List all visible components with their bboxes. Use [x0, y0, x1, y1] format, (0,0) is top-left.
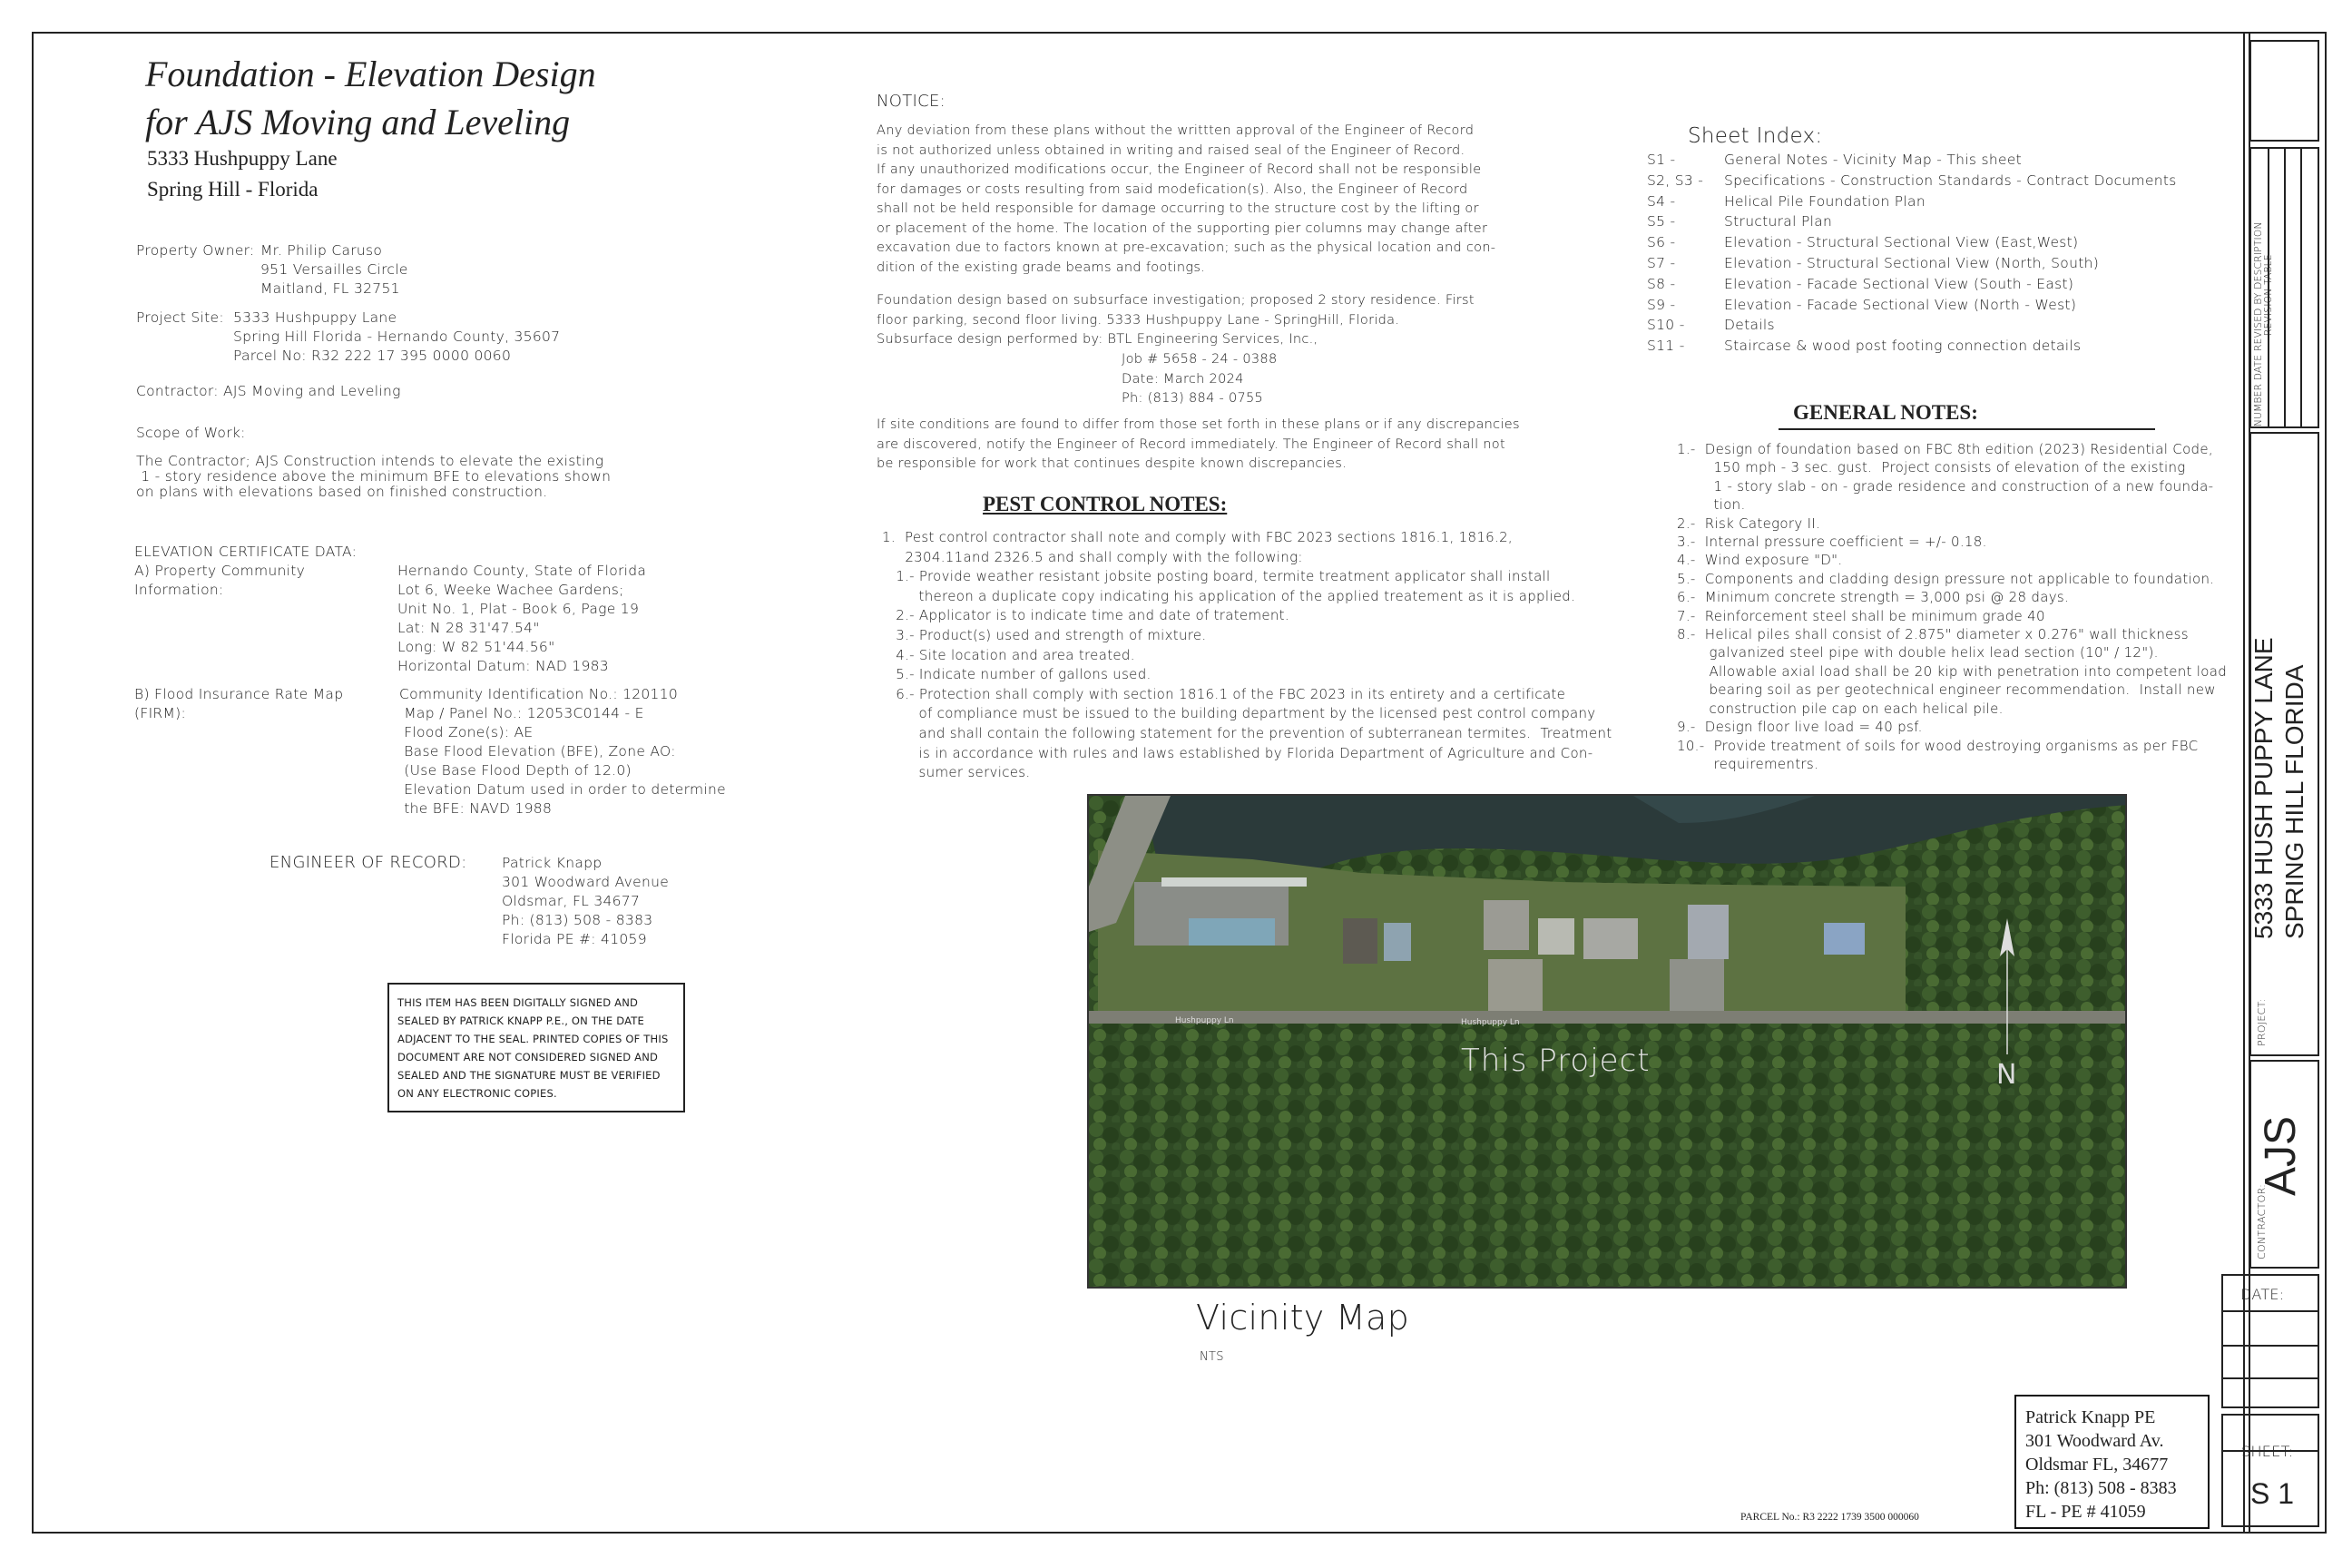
seal-line: SEALED AND THE SIGNATURE MUST BE VERIFIED	[397, 1069, 661, 1082]
sheet-code: S4 -	[1647, 192, 1676, 210]
seal-line: DOCUMENT ARE NOT CONSIDERED SIGNED AND	[397, 1051, 659, 1063]
ec-a-label: A) Property Community Information:	[134, 563, 306, 598]
engineer-line: Oldsmar, FL 34677	[502, 893, 641, 909]
road-label: Hushpuppy Ln	[1461, 1018, 1520, 1027]
sheet-code: S1 -	[1647, 152, 1676, 168]
general-notes-heading: GENERAL NOTES:	[1793, 401, 1978, 424]
general-line: 10.- Provide treatment of soils for wood destroying organisms as per FBC	[1677, 737, 2199, 754]
ec-b-line: Elevation Datum used in order to determine	[399, 781, 726, 798]
engineer-of-record	[502, 854, 669, 949]
general-line: construction pile cap on each helical pile.	[1677, 700, 2004, 717]
pest-line: 3.- Product(s) used and strength of mixture.	[882, 626, 1207, 643]
sheet-index-heading: Sheet Index:	[1688, 124, 1823, 148]
sheet-desc: Structural Plan	[1724, 213, 1833, 230]
general-line: 1.- Design of foundation based on FBC 8th edition (2023) Residential Code,	[1677, 441, 2213, 457]
site-line: 5333 Hushpuppy Lane	[233, 309, 397, 326]
scope-of-work	[136, 424, 611, 500]
stamp-line: Ph: (813) 508 - 8383	[2025, 1478, 2177, 1498]
logo-box	[2249, 40, 2319, 142]
notice-line: shall not be held responsible for damage occurring to the structure cost by the lifting or	[877, 201, 1479, 216]
ec-label: ELEVATION CERTIFICATE DATA:	[134, 544, 358, 560]
site-line: Spring Hill Florida - Hernando County, 35607	[233, 328, 561, 345]
design-line: Subsurface design performed by: BTL Engineering Services, Inc.,	[877, 332, 1318, 347]
address-line-2: Spring Hill - Florida	[147, 178, 318, 201]
elevation-certificate	[134, 543, 726, 818]
sheet-index-item	[1647, 274, 2177, 295]
general-line: 4.- Wind exposure "D".	[1677, 552, 1843, 569]
project-name	[2249, 637, 2310, 939]
general-line: 150 mph - 3 sec. gust. Project consists of elevation of the existing	[1677, 459, 2186, 476]
sheet-code: S6 -	[1647, 234, 1676, 251]
contractor-label-tb: CONTRACTOR:	[2256, 1183, 2268, 1259]
map-scale: NTS	[1200, 1350, 1224, 1364]
design-line: Foundation design based on subsurface investigation; proposed 2 story residence. First	[877, 293, 1475, 308]
project-site	[136, 309, 560, 366]
ec-a-line: Unit No. 1, Plat - Book 6, Page 19	[397, 601, 640, 617]
general-line: 8.- Helical piles shall consist of 2.875" diameter x 0.276" wall thickness	[1677, 626, 2189, 643]
general-line: galvanized steel pipe with double helix lead section (10" / 12").	[1677, 644, 2159, 662]
pest-line: 2.- Applicator is to indicate time and date of tratement.	[882, 607, 1289, 624]
sheet-code: S8 -	[1647, 275, 1676, 292]
general-line: 3.- Internal pressure coefficient = +/- 0.18.	[1677, 534, 1987, 551]
ec-b-line: (Use Base Flood Depth of 12.0)	[399, 762, 632, 779]
contractor-line: Contractor: AJS Moving and Leveling	[136, 383, 401, 399]
seal-line: ON ANY ELECTRONIC COPIES.	[397, 1087, 557, 1100]
sheet-desc: General Notes - Vicinity Map - This sheet	[1724, 152, 2023, 168]
pest-line: 2304.11and 2326.5 and shall comply with the following:	[882, 548, 1303, 565]
owner-line: Maitland, FL 32751	[260, 280, 400, 297]
scope-line: 1 - story residence above the minimum BFE to elevations shown	[136, 468, 612, 485]
ec-b-line: Map / Panel No.: 12053C0144 - E	[399, 705, 644, 721]
notice-line: excavation due to factors known at pre-excavation; such as the physical location and con-	[877, 240, 1496, 255]
stamp-line: Oldsmar FL, 34677	[2025, 1455, 2169, 1475]
north-arrow-icon	[1996, 918, 2018, 1058]
design-line: floor parking, second floor living. 5333 Hushpuppy Lane - SpringHill, Florida.	[877, 312, 1400, 328]
sheet-desc: Elevation - Structural Sectional View (North, South)	[1724, 254, 2100, 271]
engineer-stamp	[2014, 1395, 2210, 1529]
owner-line: Mr. Philip Caruso	[260, 242, 383, 259]
ec-a-line: Long: W 82 51'44.56"	[397, 639, 555, 655]
general-line: tion.	[1677, 496, 1746, 514]
job-line: Job # 5658 - 24 - 0388	[1122, 352, 1278, 367]
general-line: Allowable axial load shall be 20 kip with penetration into competent load	[1677, 662, 2228, 680]
stamp-line: Patrick Knapp PE	[2025, 1407, 2156, 1427]
pest-line: 1. Pest control contractor shall note and comply with FBC 2023 sections 1816.1, 1816.2,	[882, 529, 1514, 545]
title-line-2: for AJS Moving and Leveling	[145, 102, 571, 142]
pest-line: thereon a duplicate copy indicating his application of the applied treatement as it is applied.	[882, 587, 1576, 604]
pest-line: sumer services.	[882, 764, 1031, 781]
notice-label: NOTICE:	[877, 92, 946, 111]
seal-line: ADJACENT TO THE SEAL. PRINTED COPIES OF THIS	[397, 1033, 669, 1045]
pest-control-heading: PEST CONTROL NOTES:	[983, 493, 1228, 515]
ec-a-line: Lot 6, Weeke Wachee Gardens;	[397, 582, 624, 598]
project-line-1: 5333 HUSH PUPPY LANE	[2249, 637, 2278, 939]
revision-table-label: REVISION TABLE	[2263, 254, 2274, 336]
ec-b-line: Base Flood Elevation (BFE), Zone AO:	[399, 743, 676, 760]
general-notes-underline	[1779, 428, 2155, 430]
notice-line: dition of the existing grade beams and footings.	[877, 260, 1206, 275]
general-notes	[1677, 440, 2227, 773]
parcel-number: PARCEL No.: R3 2222 1739 3500 000060	[1740, 1512, 1919, 1523]
site-line: Parcel No: R32 222 17 395 0000 0060	[233, 348, 512, 364]
pest-line: is in accordance with rules and laws established by Florida Department of Agriculture and Con-	[882, 744, 1593, 761]
sheet-index-item	[1647, 295, 2177, 316]
sheet-index-item	[1647, 253, 2177, 274]
site-cond-line: If site conditions are found to differ from those set forth in these plans or if any discrepancies	[877, 417, 1520, 432]
sheet-code: S10 -	[1647, 317, 1685, 334]
sheet-index-item	[1647, 211, 2177, 232]
sheet-desc: Elevation - Facade Sectional View (South - East)	[1724, 275, 2074, 292]
notice-line: for damages or costs resulting from said modefication(s). Also, the Engineer of Record	[877, 181, 1468, 197]
general-line: 1 - story slab - on - grade residence and construction of a new founda-	[1677, 477, 2214, 495]
job-line: Date: March 2024	[1122, 371, 1244, 387]
notice-line: Any deviation from these plans without the writtten approval of the Engineer of Record	[877, 123, 1475, 138]
sheet-index-item	[1647, 191, 2177, 212]
ec-a-line: Lat: N 28 31'47.54"	[397, 620, 540, 636]
general-line: 6.- Minimum concrete strength = 3,000 psi @ 28 days.	[1677, 589, 2070, 606]
site-cond-line: are discovered, notify the Engineer of Record immediately. The Engineer of Record shall not	[877, 436, 1505, 452]
sheet-desc: Specifications - Construction Standards - Contract Documents	[1724, 172, 2177, 189]
owner-label: Property Owner:	[136, 242, 255, 259]
sheet-number: S 1	[2250, 1477, 2295, 1510]
pest-control-notes	[882, 528, 1612, 783]
site-label: Project Site:	[136, 309, 224, 326]
design-basis	[877, 291, 1475, 350]
engineer-label: ENGINEER OF RECORD:	[270, 853, 467, 872]
title-line-1: Foundation - Elevation Design	[145, 54, 596, 94]
project-line-2: SPRING HILL FLORIDA	[2280, 664, 2308, 939]
pest-line: 5.- Indicate number of gallons used.	[882, 666, 1152, 683]
sheet-index-item	[1647, 336, 2177, 357]
owner-line: 951 Versailles Circle	[260, 261, 408, 278]
notice-line: is not authorized unless obtained in writing and raised seal of the Engineer of Record.	[877, 142, 1465, 158]
sheet-code: S7 -	[1647, 254, 1676, 271]
contractor-value: AJS	[2257, 1115, 2305, 1196]
engineer-line: Ph: (813) 508 - 8383	[502, 912, 653, 928]
property-owner	[136, 241, 408, 299]
seal-line: THIS ITEM HAS BEEN DIGITALLY SIGNED AND	[397, 996, 639, 1009]
sheet-desc: Elevation - Structural Sectional View (East,West)	[1724, 234, 2079, 251]
ec-b-label: B) Flood Insurance Rate Map (FIRM):	[134, 686, 344, 721]
address-line-1: 5333 Hushpuppy Lane	[147, 147, 338, 170]
north-label: N	[1996, 1059, 2017, 1091]
engineer-line: Florida PE #: 41059	[502, 931, 647, 947]
sheet-index-item	[1647, 232, 2177, 253]
ec-a-line: Hernando County, State of Florida	[397, 563, 647, 579]
sheet-label: SHEET:	[2241, 1443, 2294, 1460]
pest-line: 4.- Site location and area treated.	[882, 646, 1135, 663]
project-address	[147, 143, 338, 205]
project-title	[145, 50, 596, 146]
revision-cols: NUMBER DATE REVISED BY DESCRIPTION	[2253, 221, 2264, 426]
job-line: Ph: (813) 884 - 0755	[1122, 391, 1264, 406]
sheet-desc: Details	[1724, 317, 1775, 334]
general-line: requirementrs.	[1677, 755, 1819, 772]
general-line: 9.- Design floor live load = 40 psf.	[1677, 719, 1923, 736]
general-line: bearing soil as per geotechnical engineer recommendation. Install new	[1677, 681, 2216, 699]
sheet-desc: Helical Pile Foundation Plan	[1724, 192, 1926, 210]
sheet-index-item	[1647, 171, 2177, 191]
notice-block	[877, 122, 1495, 278]
scope-line: on plans with elevations based on finished construction.	[136, 484, 548, 500]
ec-b-line: Community Identification No.: 120110	[399, 686, 679, 702]
notice-line: If any unauthorized modifications occur, the Engineer of Record shall not be responsible	[877, 162, 1482, 177]
sheet-desc: Elevation - Facade Sectional View (North - West)	[1724, 296, 2077, 313]
road-label: Hushpuppy Ln	[1175, 1016, 1234, 1025]
seal-line: SEALED BY PATRICK KNAPP P.E., ON THE DATE	[397, 1014, 644, 1027]
general-line: 7.- Reinforcement steel shall be minimum grade 40	[1677, 607, 2045, 624]
sheet-desc: Staircase & wood post footing connection details	[1724, 338, 2082, 355]
ec-b-line: Flood Zone(s): AE	[399, 724, 534, 740]
project-label: PROJECT:	[2256, 998, 2268, 1046]
sheet-code: S2, S3 -	[1647, 172, 1704, 189]
general-line: 5.- Components and cladding design pressure not applicable to foundation.	[1677, 570, 2215, 587]
scope-label: Scope of Work:	[136, 425, 246, 441]
job-info	[1122, 350, 1277, 409]
vicinity-map	[1087, 794, 2127, 1289]
pest-line: 1.- Provide weather resistant jobsite posting board, termite treatment applicator shall install	[882, 568, 1551, 585]
sheet-index-item	[1647, 150, 2177, 171]
general-line: 2.- Risk Category II.	[1677, 514, 1821, 532]
stamp-line: 301 Woodward Av.	[2025, 1431, 2164, 1451]
ec-b-line: the BFE: NAVD 1988	[399, 800, 553, 817]
date-label: DATE:	[2240, 1286, 2285, 1303]
sheet-index-item	[1647, 315, 2177, 336]
sheet-index	[1647, 150, 2177, 357]
pest-line: of compliance must be issued to the building department by the licensed pest control company	[882, 705, 1596, 722]
stamp-line: FL - PE # 41059	[2025, 1502, 2146, 1522]
sheet-code: S11 -	[1647, 338, 1685, 355]
sheet-code: S5 -	[1647, 213, 1676, 230]
notice-line: or placement of the home. The location of the supporting pier columns may change after	[877, 220, 1488, 236]
vicinity-map-caption: Vicinity Map	[1196, 1298, 1410, 1338]
engineer-line: Patrick Knapp	[502, 855, 603, 871]
ec-a-line: Horizontal Datum: NAD 1983	[397, 658, 609, 674]
site-conditions	[877, 416, 1520, 475]
site-cond-line: be responsible for work that continues despite known discrepancies.	[877, 456, 1348, 471]
pest-line: 6.- Protection shall comply with section 1816.1 of the FBC 2023 in its entirety and a certificate	[882, 685, 1566, 702]
this-project-label: This Project	[1461, 1043, 1651, 1079]
digital-seal-notice	[387, 983, 685, 1112]
sheet-code: S9 -	[1647, 296, 1676, 313]
pest-line: and shall contain the following statement for the prevention of subterranean termites. Treatment	[882, 724, 1612, 741]
scope-line: The Contractor; AJS Construction intends to elevate the existing	[136, 453, 604, 469]
engineer-line: 301 Woodward Avenue	[502, 874, 670, 890]
